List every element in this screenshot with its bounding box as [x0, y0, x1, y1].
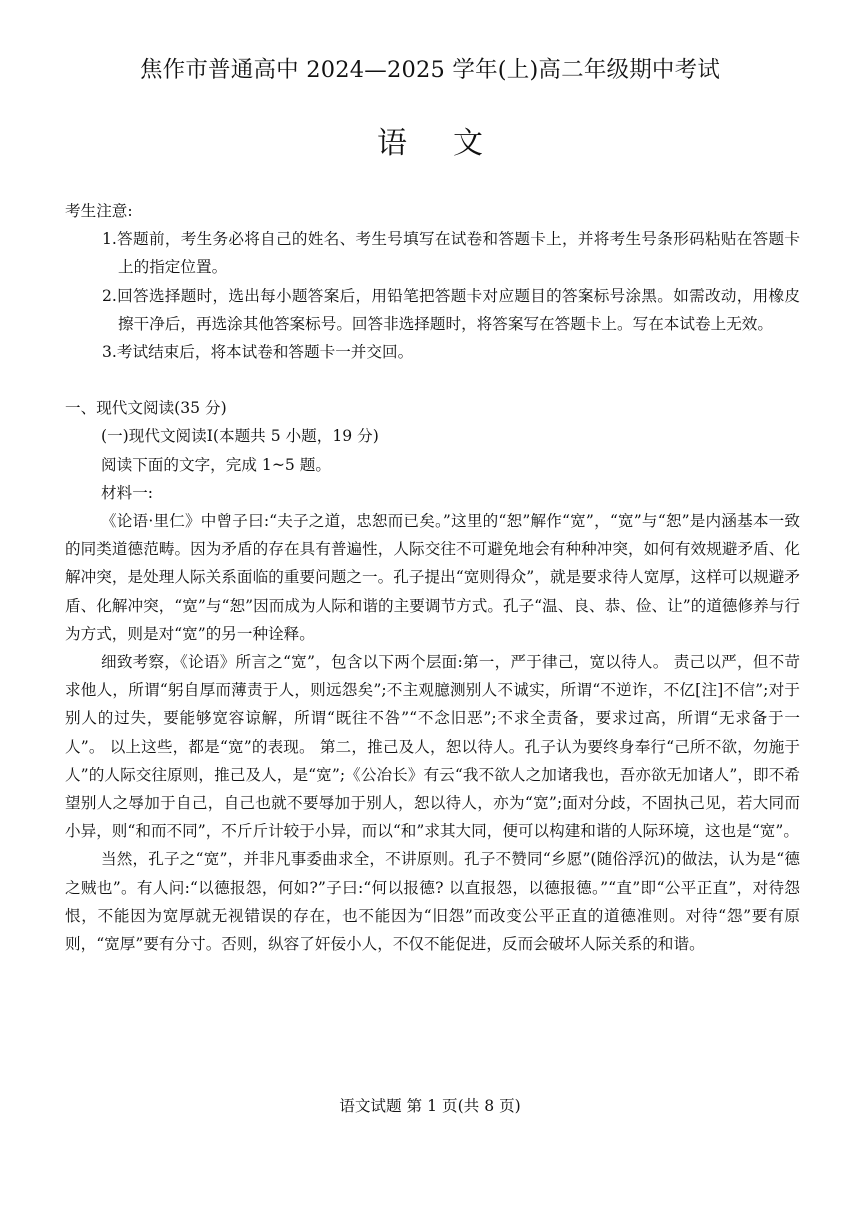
subject-heading: [0, 118, 860, 162]
reading-instruction: 阅读下面的文字，完成 1~5 题。: [101, 455, 331, 474]
page-footer: 语文试题 第 1 页(共 8 页): [339, 1097, 521, 1115]
exam-body: [65, 197, 800, 958]
material-paragraph-2: 细致考察，《论语》所言之“宽”，包含以下两个层面:第一，严于律己，宽以待人。 责己以严，但不苛求他人，所谓“躬自厚而薄责于人，则远怨矣”;不主观臆测别人不诚实，所谓“不逆诈，不亿[注]不信”;对于别人的过失，要能够宽容谅解，所谓“既往不咎”“不念旧恶”;不求全责备，要求过高，所谓“无求备于一人”。 以上这些，都是“宽”的表现。 第二，推己及人，恕以待人。孔子认为要终身奉行“己所不欲，勿施于人”的人际交往原则，推己及人，是“宽”;《公冶长》有云“我不欲人之加诸我也，吾亦欲无加诸人”，即不希望别人之辱加于自己，自己也就不要辱加于别人，恕以待人，亦为“宽”;面对分歧，不固执己见，若大同而小异，则“和而不同”，不斤斤计较于小异，而以“和”求其大同，便可以构建和谐的人际环境，这也是“宽”。: [65, 653, 800, 841]
notice-heading: 考生注意:: [65, 202, 133, 220]
material-label: 材料一:: [101, 483, 154, 502]
notice-item-3: 3.考试结束后，将本试卷和答题卡一并交回。: [102, 343, 414, 362]
notice-item-2: 2.回答选择题时，选出每小题答案后，用铅笔把答题卡对应题目的答案标号涂黑。如需改动，用橡皮擦干净后，再选涂其他答案标号。回答非选择题时，将答案写在答题卡上。写在本试卷上无效。: [102, 286, 800, 333]
notice-item-1: 1.答题前，考生务必将自己的姓名、考生号填写在试卷和答题卡上，并将考生号条形码粘贴在答题卡上的指定位置。: [102, 230, 800, 277]
section-subheading: (一)现代文阅读Ⅰ(本题共 5 小题，19 分): [101, 427, 379, 446]
material-paragraph-1: 《论语·里仁》中曾子曰:“夫子之道，忠恕而已矣。”这里的“恕”解作“宽”，“宽”与“恕”是内涵基本一致的同类道德范畴。因为矛盾的存在具有普遍性，人际交往不可避免地会有种种冲突，如何有效规避矛盾、化解冲突，是处理人际关系面临的重要问题之一。孔子提出“宽则得众”，就是要求待人宽厚，这样可以规避矛盾、化解冲突，“宽”与“恕”因而成为人际和谐的主要调节方式。孔子“温、良、恭、俭、让”的道德修养与行为方式，则是对“宽”的另一种诠释。: [65, 512, 800, 643]
subject-char-1: 语: [377, 126, 407, 161]
exam-title: 焦作市普通高中 2024—2025 学年(上)高二年级期中考试: [139, 57, 721, 83]
material-paragraph-3: 当然，孔子之“宽”，并非凡事委曲求全，不讲原则。孔子不赞同“乡愿”(随俗浮沉)的做法，认为是“德之贼也”。有人问:“以德报怨，何如?”子曰:“何以报德? 以直报怨，以德报德。”“直”即“公平正直”，对待怨恨，不能因为宽厚就无视错误的存在，也不能因为“旧怨”而改变公平正直的道德准则。对待“怨”要有原则，“宽厚”要有分寸。否则，纵容了奸佞小人，不仅不能促进，反而会破坏人际关系的和谐。: [65, 850, 800, 954]
section-heading: 一、现代文阅读(35 分): [65, 399, 227, 418]
subject-char-2: 文: [453, 126, 483, 161]
